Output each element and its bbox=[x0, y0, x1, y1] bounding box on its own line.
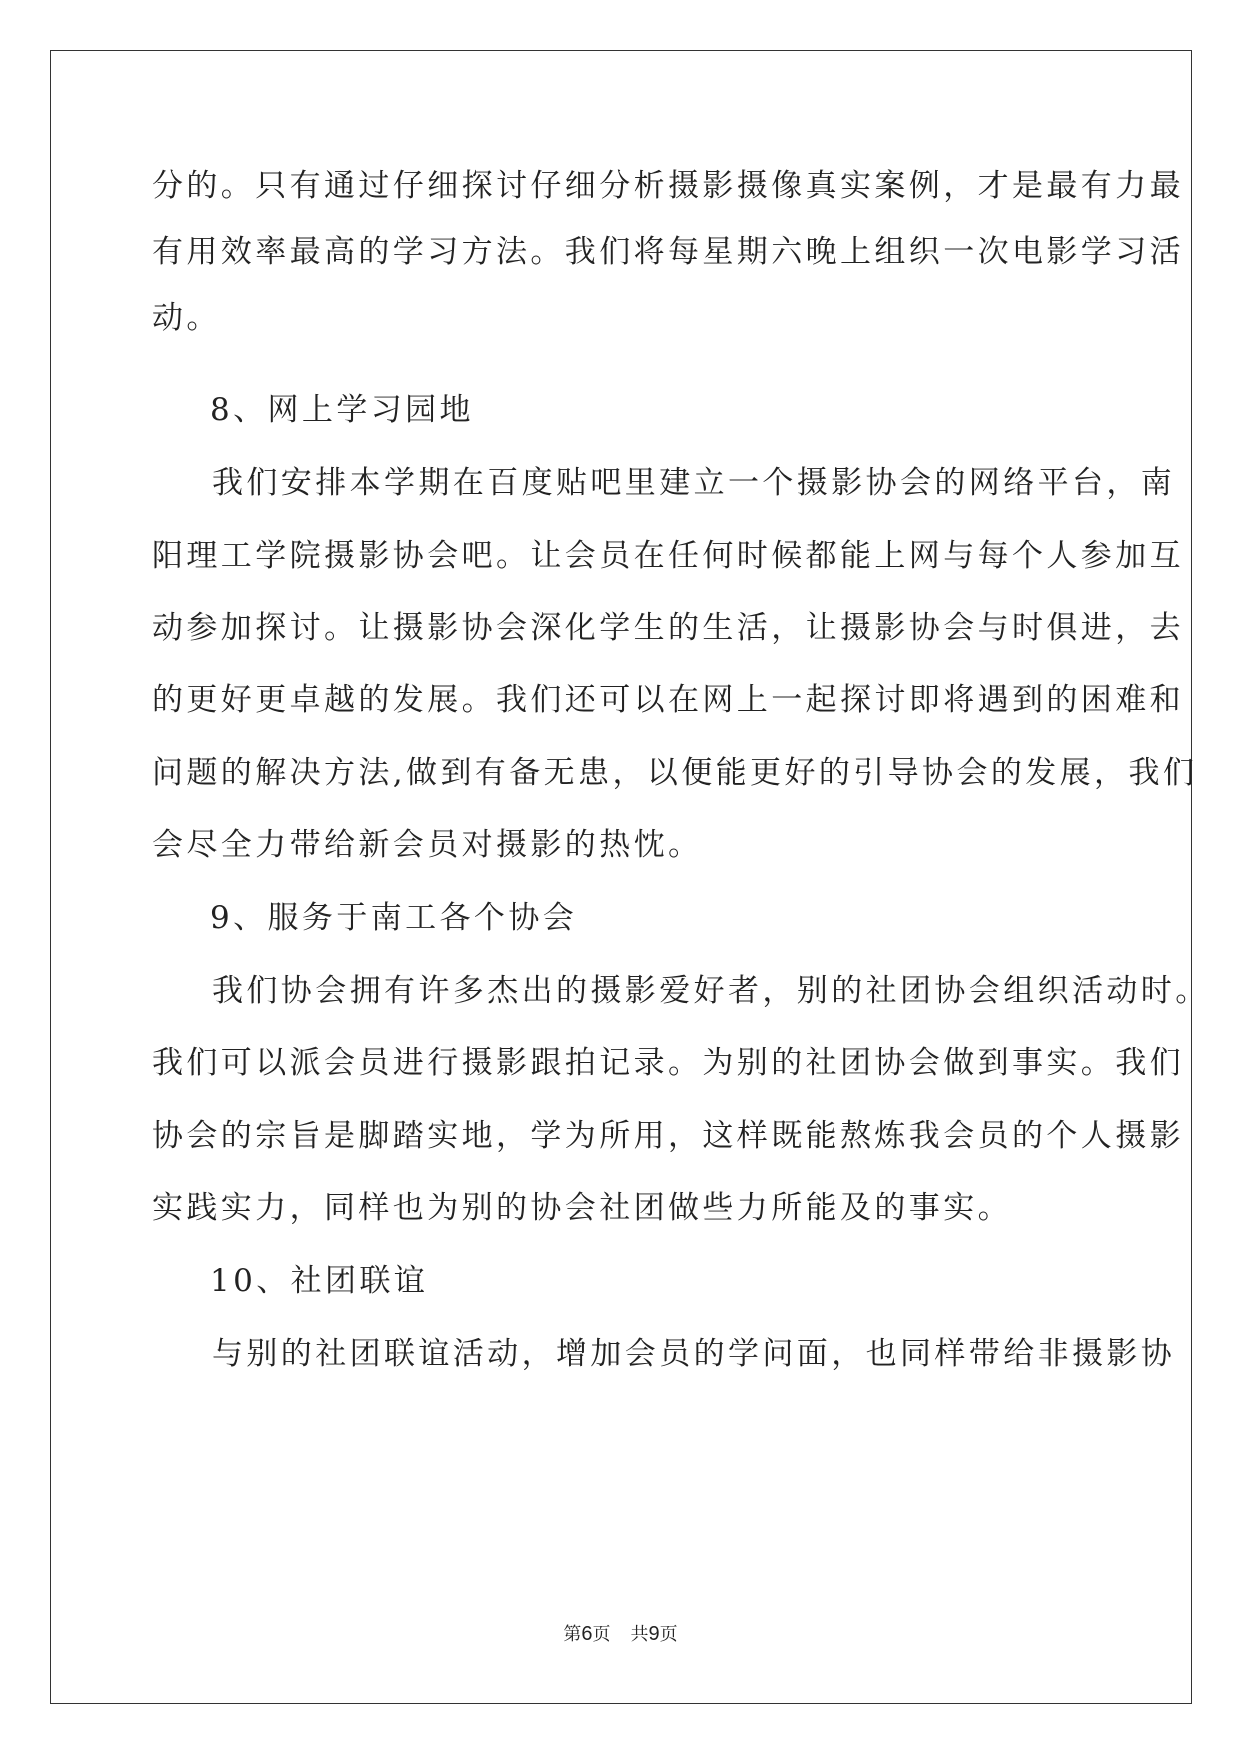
text-line: 动。 bbox=[152, 300, 221, 336]
text-line: 阳理工学院摄影协会吧。让会员在任何时候都能上网与每个人参加互 bbox=[152, 538, 1184, 574]
text-line: 的更好更卓越的发展。我们还可以在网上一起探讨即将遇到的困难和 bbox=[152, 682, 1184, 718]
total-prefix: 共 bbox=[630, 1624, 649, 1645]
page-suffix: 页 bbox=[592, 1624, 611, 1645]
page-number: 6 bbox=[581, 1623, 593, 1645]
section-heading: 9、服务于南工各个协会 bbox=[210, 900, 578, 936]
page-prefix: 第 bbox=[563, 1624, 582, 1645]
text-line: 有用效率最高的学习方法。我们将每星期六晚上组织一次电影学习活 bbox=[152, 234, 1184, 270]
text-line: 与别的社团联谊活动，增加会员的学问面，也同样带给非摄影协 bbox=[212, 1336, 1176, 1372]
page-footer bbox=[0, 1620, 1241, 1646]
text-line: 动参加探讨。让摄影协会深化学生的生活，让摄影协会与时俱进，去 bbox=[152, 610, 1184, 646]
text-line: 会尽全力带给新会员对摄影的热忱。 bbox=[152, 827, 703, 863]
text-line: 我们可以派会员进行摄影跟拍记录。为别的社团协会做到事实。我们 bbox=[152, 1045, 1184, 1081]
text-line: 分的。只有通过仔细探讨仔细分析摄影摄像真实案例，才是最有力最 bbox=[152, 168, 1184, 204]
section-heading: 10、社团联谊 bbox=[210, 1263, 429, 1299]
text-line: 协会的宗旨是脚踏实地，学为所用，这样既能熬炼我会员的个人摄影 bbox=[152, 1118, 1184, 1154]
page-border bbox=[50, 50, 1192, 1704]
text-line: 实践实力，同样也为别的协会社团做些力所能及的事实。 bbox=[152, 1190, 1012, 1226]
total-suffix: 页 bbox=[659, 1624, 678, 1645]
section-heading: 8、网上学习园地 bbox=[210, 392, 474, 428]
text-line: 我们安排本学期在百度贴吧里建立一个摄影协会的网络平台，南 bbox=[212, 465, 1176, 501]
text-line: 问题的解决方法,做到有备无患，以便能更好的引导协会的发展，我们 bbox=[152, 755, 1198, 791]
text-line: 我们协会拥有许多杰出的摄影爱好者，别的社团协会组织活动时。 bbox=[212, 973, 1210, 1009]
total-pages: 9 bbox=[648, 1623, 660, 1645]
